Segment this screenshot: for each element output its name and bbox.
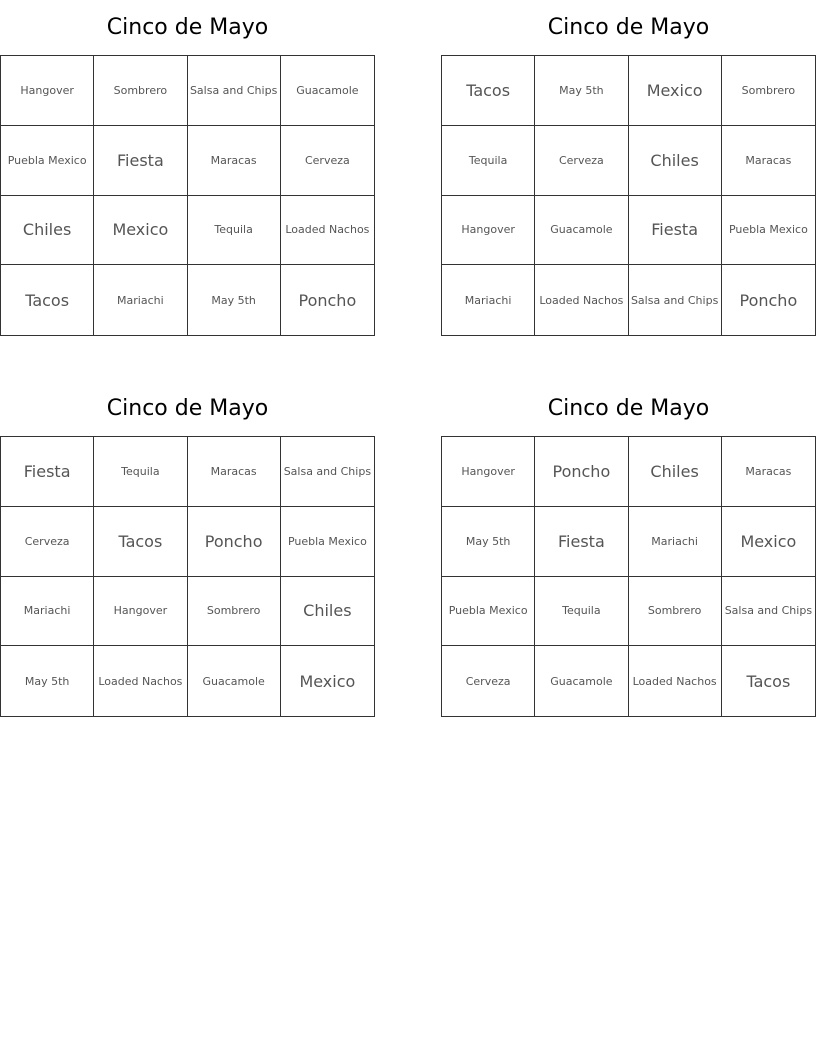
bingo-cell: Sombrero bbox=[629, 577, 722, 647]
bingo-cell: Tequila bbox=[188, 196, 281, 266]
bingo-cell: Cerveza bbox=[535, 126, 628, 196]
bingo-cell: Guacamole bbox=[535, 646, 628, 716]
bingo-cell: Maracas bbox=[722, 126, 815, 196]
card-title: Cinco de Mayo bbox=[547, 396, 710, 421]
bingo-cell: Cerveza bbox=[1, 507, 94, 577]
bingo-cell: Mexico bbox=[94, 196, 187, 266]
bingo-cell: Loaded Nachos bbox=[94, 646, 187, 716]
bingo-cell: May 5th bbox=[442, 507, 535, 577]
bingo-cell: Salsa and Chips bbox=[722, 577, 815, 647]
bingo-cell: Maracas bbox=[188, 437, 281, 507]
bingo-cell: Hangover bbox=[94, 577, 187, 647]
bingo-cell: May 5th bbox=[188, 265, 281, 335]
bingo-cell: Puebla Mexico bbox=[722, 196, 815, 266]
bingo-cell: Guacamole bbox=[188, 646, 281, 716]
bingo-grid bbox=[441, 55, 816, 336]
bingo-cell: Tacos bbox=[1, 265, 94, 335]
bingo-cell: Maracas bbox=[188, 126, 281, 196]
bingo-cell: Hangover bbox=[442, 437, 535, 507]
bingo-cell: Mariachi bbox=[442, 265, 535, 335]
bingo-cell: Chiles bbox=[1, 196, 94, 266]
bingo-cell: Cerveza bbox=[281, 126, 374, 196]
card-title: Cinco de Mayo bbox=[106, 15, 269, 40]
bingo-grid bbox=[0, 55, 375, 336]
bingo-cell: Fiesta bbox=[1, 437, 94, 507]
bingo-cell: Mariachi bbox=[1, 577, 94, 647]
bingo-cell: Mariachi bbox=[629, 507, 722, 577]
bingo-cell: Loaded Nachos bbox=[535, 265, 628, 335]
bingo-cell: Guacamole bbox=[535, 196, 628, 266]
bingo-cell: Sombrero bbox=[94, 56, 187, 126]
bingo-cell: Poncho bbox=[188, 507, 281, 577]
bingo-cell: Mexico bbox=[722, 507, 815, 577]
bingo-cell: May 5th bbox=[1, 646, 94, 716]
bingo-cell: Loaded Nachos bbox=[629, 646, 722, 716]
bingo-cell: Salsa and Chips bbox=[281, 437, 374, 507]
bingo-cell: Mexico bbox=[629, 56, 722, 126]
bingo-cell: Mexico bbox=[299, 671, 356, 691]
bingo-cell: Hangover bbox=[1, 56, 94, 126]
bingo-cell: Poncho bbox=[298, 290, 357, 310]
bingo-cell: Fiesta bbox=[535, 507, 628, 577]
bingo-cell: Tequila bbox=[442, 126, 535, 196]
bingo-cell: Tequila bbox=[94, 437, 187, 507]
bingo-cell: Fiesta bbox=[94, 126, 187, 196]
bingo-cell: Tacos bbox=[746, 671, 791, 691]
bingo-cell: Guacamole bbox=[281, 56, 374, 126]
bingo-cell: Salsa and Chips bbox=[188, 56, 281, 126]
bingo-cell: Tacos bbox=[442, 56, 535, 126]
bingo-cell: Sombrero bbox=[188, 577, 281, 647]
bingo-cell: Sombrero bbox=[722, 56, 815, 126]
bingo-cell: Salsa and Chips bbox=[629, 265, 722, 335]
bingo-cell: Tacos bbox=[94, 507, 187, 577]
bingo-grid bbox=[441, 436, 816, 717]
card-title: Cinco de Mayo bbox=[547, 15, 710, 40]
bingo-cell: Tequila bbox=[535, 577, 628, 647]
bingo-cell: Puebla Mexico bbox=[1, 126, 94, 196]
bingo-cell: Poncho bbox=[535, 437, 628, 507]
bingo-cell: Chiles bbox=[281, 577, 374, 647]
bingo-cell: Chiles bbox=[629, 126, 722, 196]
bingo-cell: Cerveza bbox=[442, 646, 535, 716]
bingo-cell: Loaded Nachos bbox=[281, 196, 374, 266]
bingo-cell: Fiesta bbox=[629, 196, 722, 266]
bingo-cell: Chiles bbox=[629, 437, 722, 507]
bingo-cell: Maracas bbox=[722, 437, 815, 507]
bingo-cell: Puebla Mexico bbox=[281, 507, 374, 577]
bingo-cell: May 5th bbox=[535, 56, 628, 126]
bingo-cell: Puebla Mexico bbox=[442, 577, 535, 647]
bingo-cell: Mariachi bbox=[94, 265, 187, 335]
bingo-grid bbox=[0, 436, 375, 717]
bingo-cell: Poncho bbox=[739, 290, 798, 310]
card-title: Cinco de Mayo bbox=[106, 396, 269, 421]
bingo-cell: Hangover bbox=[442, 196, 535, 266]
